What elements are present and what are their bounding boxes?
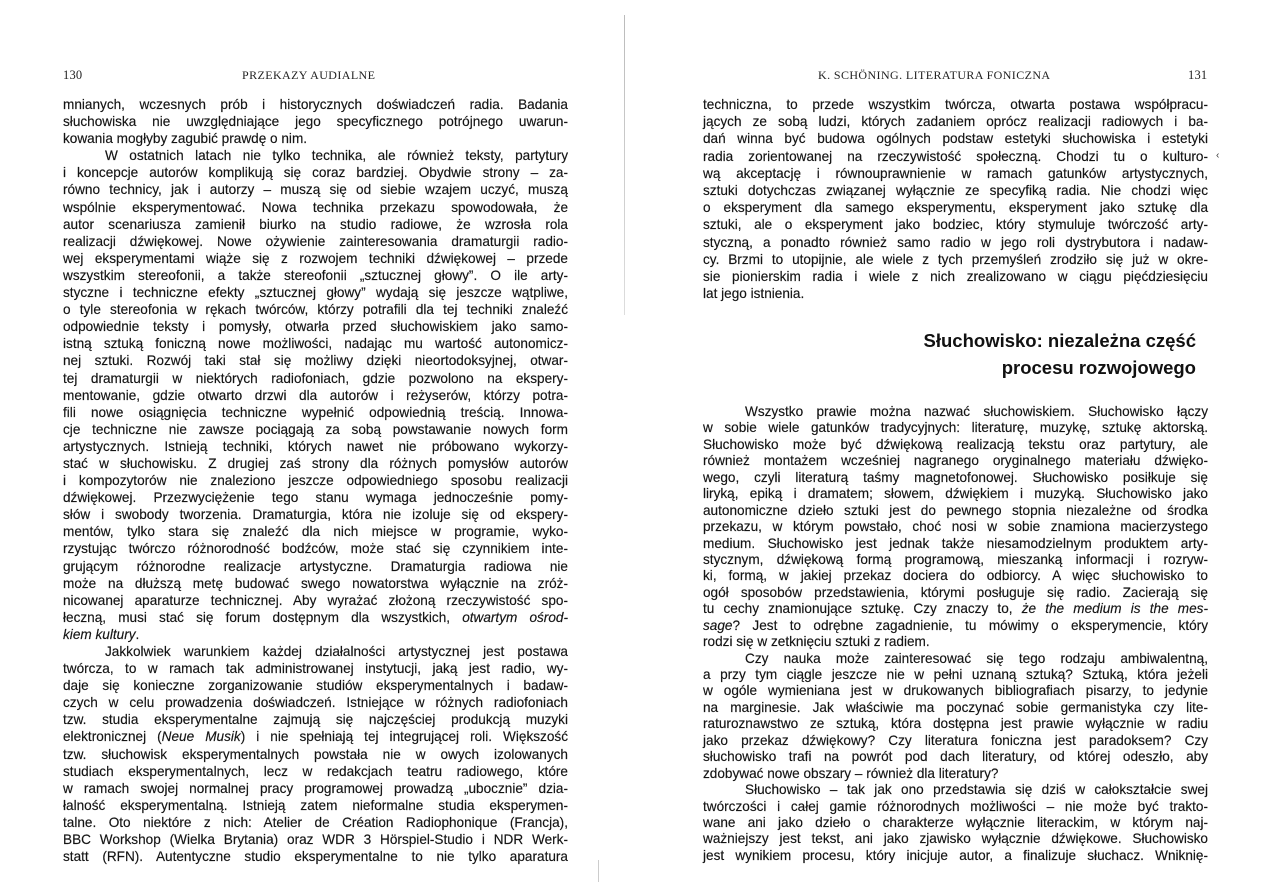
paragraph [63, 643, 568, 865]
text-line: słuchowisko trafi na powrót pod dach literatury, od której odeszło, aby [703, 749, 1208, 765]
text-line: a przy tym ciągle jeszcze nie w pełni uznaną sztuką? Sztuką, która jeżeli [703, 667, 1208, 682]
text-line: Czy nauka może zainteresować się tego rodzaju ambiwalentną, [745, 650, 1208, 666]
text-line: sztuki, ale o eksperyment jako bodziec, który stymuluje twórczość arty- [703, 217, 1208, 233]
text-line: nej sztuki. Rozwój taki stał się możliwy dzięki nieortodoksyjnej, otwar- [63, 353, 568, 369]
text-line: tzw. słuchowisk eksperymentalnych powstała nie w owych izolowanych [63, 746, 568, 762]
text-line: lat jego istnienia. [703, 286, 805, 302]
right-page [632, 0, 1262, 894]
text-line: artystycznych. Istnieją techniki, których nawet nie próbowano wykorzy- [63, 438, 568, 454]
text-line: na marginesie. Jak właściwie ma poczynać sobie germanistyka czy lite- [703, 699, 1208, 715]
text-line: łeczną, musi stać się forum dostępnym dla wszystkich, otwartym ośrod- [63, 609, 568, 625]
text-line: ważniejszy jest tekst, ani jako zjawisko wyłącznie dźwiękowe. Słuchowisko [703, 831, 1208, 847]
text-line: elektronicznej (Neue Musik) i nie spełniają tej integrującej roli. Większość [63, 729, 568, 745]
text-line: cje techniczne nie zawsze pociągają za sobą powstawanie nowych form [63, 421, 568, 437]
text-line: sztuki dotychczas związanej wyłącznie ze specyfiką radia. Nie chodzi więc [703, 182, 1208, 198]
text-line: wą akceptację i równouprawnienie w ramach gatunków artystycznych, [703, 165, 1208, 181]
text-line: słuchowiska nie uwzględniające jego specyficznego potrójnego uwarun- [63, 114, 568, 130]
text-line: twórcza, to w ramach tak administrowanej instytucji, jaką jest radio, wy- [63, 661, 568, 677]
body-text [63, 96, 568, 865]
text-line: tej dramaturgii w niektórych radiofoniach, gdzie pozwolono na ekspery- [63, 370, 568, 386]
text-line: łalność eksperymentalną. Istnieją zatem nieformalne studia eksperymen- [63, 797, 568, 813]
text-line: istną sztuką foniczną nowe możliwości, nadając mu wartość autonomicz- [63, 336, 568, 352]
text-line: wej eksperymentami wiąże się z rozwojem techniki dźwiękowej – przede [63, 250, 568, 266]
text-line: kiem kultury. [63, 626, 140, 642]
text-line: odpowiednie teksty i pomysły, otwarła przed słuchowiskiem jako samo- [63, 319, 568, 335]
section-heading-line-1: Słuchowisko: niezależna część [923, 330, 1196, 351]
text-line: może na dłuższą metę budować swego nowatorstwa wyłącznie na zróż- [63, 575, 568, 591]
left-page [0, 0, 625, 894]
text-line: jących ze sobą ludzi, których zadaniem oprócz realizacji radiowych i ba- [703, 114, 1208, 130]
text-line: Słuchowisko – tak jak ono przedstawia się dziś w całokształcie swej [745, 782, 1208, 798]
italic-text: że the medium is the mes- [1021, 601, 1208, 617]
text-line: statt (RFN). Autentyczne studio eksperymentalne to nie tylko aparatura [63, 849, 568, 865]
text-line: zdobywać nowe obszary – również dla literatury? [703, 765, 999, 781]
text-line: ki, formą, w jakiej przekaz dociera do odbiorcy. A więc słuchowisko to [703, 568, 1208, 584]
paragraph [703, 651, 1208, 783]
intro-text [703, 96, 1208, 302]
text-line: w sobie wiele gatunków tradycyjnych: literaturę, muzykę, sztukę aktorską. [703, 420, 1208, 436]
text-line: stycznym, dźwiękową formą programową, mieszanką informacji i rozryw- [703, 551, 1208, 567]
text-line: wspólnie eksperymentować. Nowa technika przekazu spowodowała, że [63, 199, 568, 215]
text-line: rodzi się w zetknięciu sztuki z radiem. [703, 634, 930, 650]
text-line: rzystując twórczo różnorodność bodźców, może stać się czynnikiem inte- [63, 541, 568, 557]
text-line: wszystkim stereofonii, a także stereofonii „sztucznej głowy”. O ile arty- [63, 267, 568, 283]
text-line: równo technicy, jak i autorzy – muszą się od siebie wzajem uczyć, muszą [63, 182, 568, 198]
text-line: raturoznawstwo ze sztuką, która dostępna jest prawie wyłącznie w radiu [703, 716, 1208, 732]
section-body-text [703, 404, 1208, 864]
text-line: liryką, epiką i dramatem; słowem, dźwiękiem i muzyką. Słuchowisko jako [703, 486, 1208, 502]
italic-text: Neue Musik [161, 729, 241, 745]
page-fold-bottom [598, 860, 599, 882]
text-line: również montażem wcześniej nagranego oryginalnego materiału dźwięko- [703, 453, 1208, 469]
text-line: nicowanej aparaturze technicznej. Aby wyrażać złożoną rzeczywistość spo- [63, 592, 568, 608]
text-line: w ramach swojej normalnej pracy programowej prowadzą „ubocznie” dzia- [63, 780, 568, 796]
text-line: radia zorientowanej na rzeczywistość społeczną. Chodzi tu o kulturo- [703, 148, 1208, 164]
text-line: słów i swobody tworzenia. Dramaturgia, która nie izoluje się od ekspery- [63, 507, 568, 523]
section-heading-line-2: procesu rozwojowego [1001, 357, 1196, 378]
text-line: tu cechy znamionujące sztukę. Czy znaczy to, że the medium is the mes- [703, 601, 1208, 617]
text-line: o eksperyment dla samego eksperymentu, eksperyment jako sztukę dla [703, 200, 1208, 216]
paragraph [703, 404, 1208, 651]
text-line: czych w celu prowadzenia doświadczeń. Istniejące w różnych radiofoniach [63, 695, 568, 711]
text-line: autor scenariusza zamienił biurko na studio radiowe, że wzrosła rola [63, 216, 568, 232]
text-line: Jakkolwiek warunkiem każdej działalności artystycznej jest postawa [105, 644, 568, 659]
margin-mark: ‹ [1216, 150, 1220, 161]
text-line: i koncepcje autorów komplikują się coraz bardziej. Obydwie strony – za- [63, 165, 568, 181]
text-line: Wszystko prawie można nazwać słuchowiskiem. Słuchowisko łączy [745, 404, 1208, 419]
text-line: tzw. studia eksperymentalne zajmują się najczęściej produkcją muzyki [63, 712, 568, 728]
text-line: sie pionierskim radia i wiele z nich zrealizowano w ciągu pięćdziesięciu [703, 268, 1208, 284]
italic-text: otwartym ośrod- [462, 609, 568, 625]
text-line: BBC Workshop (Wielka Brytania) oraz WDR 3 Hörspiel-Studio i NDR Werk- [63, 832, 568, 848]
text-line: wego, czyli literaturą taśmy magnetofonowej. Słuchowisko posiłkuje się [703, 469, 1208, 485]
text-line: studiach eksperymentalnych, lecz w redakcjach teatru radiowego, które [63, 763, 568, 779]
text-line: dań winna być budowa ogólnych podstaw estetyki słuchowiska i estetyki [703, 131, 1208, 147]
section-heading [924, 327, 1196, 381]
text-line: fili nowe osiągnięcia techniczne wypełnić odpowiednią treścią. Innowa- [63, 404, 568, 420]
text-line: wane ani jako dzieło o charakterze wyłącznie literackim, w którym naj- [703, 814, 1208, 830]
text-line: ogół sposobów przedstawienia, którymi posługuje się radio. Zacierają się [703, 584, 1208, 600]
text-line: talne. Oto niektóre z nich: Atelier de Création Radiophonique (Francja), [63, 814, 568, 830]
text-line: styczne i techniczne efekty „sztucznej głowy” wydają się jeszcze wątpliwe, [63, 285, 568, 301]
text-line: Słuchowisko może być dźwiękową realizacją tekstu oraz partytury, ale [703, 436, 1208, 452]
running-head: K. SCHÖNING. LITERATURA FONICZNA [818, 68, 1051, 82]
text-line: mnianych, wczesnych prób i historycznych doświadczeń radia. Badania [63, 97, 568, 112]
paragraph [703, 782, 1208, 864]
text-line: realizacji dźwiękowej. Nowe ożywienie zainteresowania dramaturgii radio- [63, 233, 568, 249]
text-line: stać w słuchowisku. Z drugiej zaś strony dla różnych pomysłów autorów [63, 455, 568, 471]
page-fold [624, 15, 625, 315]
paragraph [703, 96, 1208, 302]
text-line: dźwiękowej. Przezwyciężenie tego stanu wymaga jednocześnie pomy- [63, 490, 568, 506]
text-line: o tyle stereofonia w rękach twórców, którzy potrafili dla tej techniki znaleźć [63, 302, 568, 318]
page-number: 130 [63, 68, 83, 82]
text-line: styczną, a ponadto również samo radio w jego roli dystrybutora i nadaw- [703, 234, 1208, 250]
text-line: mentowanie, gdzie otwarto drzwi dla autorów i reżyserów, którzy potra- [63, 387, 568, 403]
text-line: i kompozytorów nie znaleziono jeszcze odpowiedniego sposobu realizacji [63, 473, 568, 489]
text-line: kowania mogłyby zagubić prawdę o nim. [63, 131, 308, 147]
text-line: W ostatnich latach nie tylko technika, ale również teksty, partytury [105, 148, 568, 164]
italic-text: sage [703, 617, 733, 633]
paragraph [63, 96, 568, 147]
text-line: twórczości i całej gamie różnorodnych możliwości – nie może być trakto- [703, 798, 1208, 814]
text-line: techniczna, to przede wszystkim twórcza, otwarta postawa współpracu- [703, 97, 1208, 112]
page-number: 131 [1188, 68, 1208, 82]
text-line: medium. Słuchowisko jest jednak także niesamodzielnym produktem arty- [703, 535, 1208, 551]
text-line: autonomiczne dzieło sztuki jest do pewnego stopnia niezależne od środka [703, 502, 1208, 518]
text-line: mentów, tylko stara się znaleźć dla nich miejsce w programie, wyko- [63, 524, 568, 540]
text-line: jest wynikiem procesu, który inicjuje autor, a finalizuje słuchacz. Wniknię- [703, 847, 1208, 863]
running-head: PRZEKAZY AUDIALNE [242, 68, 376, 82]
italic-text: kiem kultury [63, 626, 136, 642]
text-line: przekazu, w którym powstało, choć nosi w sobie znamiona macierzystego [703, 519, 1208, 535]
text-line: w ogóle wymieniana jest w drukowanych bibliografiach pisarzy, to jedynie [703, 683, 1208, 699]
paragraph [63, 147, 568, 643]
text-line: grującym różnorodne realizacje artystyczne. Dramaturgia radiowa nie [63, 558, 568, 574]
text-line: cy. Brzmi to utopijnie, ale wiele z tych przemyśleń zrodziło się już w okre- [703, 251, 1208, 267]
text-line: jako przekaz dźwiękowy? Czy literatura foniczna jest paradoksem? Czy [703, 732, 1208, 748]
text-line: sage? Jest to odrębne zagadnienie, tu mówimy o eksperymencie, który [703, 617, 1208, 633]
text-line: daje się konieczne zorganizowanie studiów eksperymentalnych i badaw- [63, 678, 568, 694]
